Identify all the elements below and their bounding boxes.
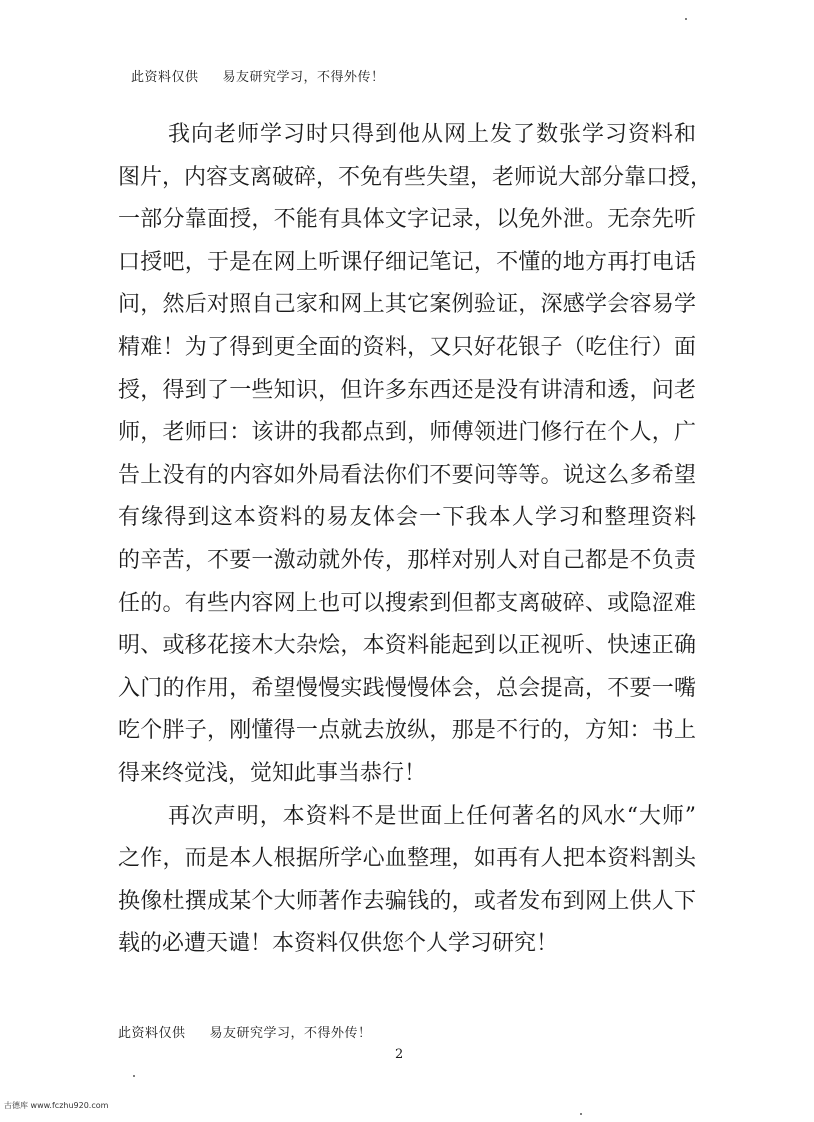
paragraph-1-line: 师，老师曰：该讲的我都点到，师傅领进门修行在个人，广 [118,420,696,446]
paragraph-1-line: 授，得到了一些知识，但许多东西还是没有讲清和透，问老 [118,377,696,403]
scan-speck [133,1075,135,1077]
paragraph-1-line: 精难！为了得到更全面的资料，又只好花银子（吃住行）面 [118,334,696,360]
paragraph-1-line: 明、或移花接木大杂烩，本资料能起到以正视听、快速正确 [118,633,696,659]
footer-note-left: 此资料仅供 [118,1026,186,1041]
page-number: 2 [395,1047,404,1062]
footer-note-right: 易友研究学习，不得外传！ [209,1026,372,1041]
document-body [118,114,713,966]
paragraph-1-line: 的辛苦，不要一激动就外传，那样对别人对自己都是不负责 [118,547,696,573]
scan-speck [685,18,687,20]
paragraph-2-line: 再次声明，本资料不是世面上任何著名的风水“大师” [168,803,696,829]
paragraph-2-line: 之作，而是本人根据所学心血整理，如再有人把本资料割头 [118,846,696,872]
paragraph-1-line: 图片，内容支离破碎，不免有些失望，老师说大部分靠口授， [118,164,713,190]
header-note-left: 此资料仅供 [131,70,199,85]
paragraph-1-line: 有缘得到这本资料的易友体会一下我本人学习和整理资料 [118,505,696,531]
paragraph-2-line: 换像杜撰成某个大师著作去骗钱的，或者发布到网上供人下 [118,888,696,914]
header-note-right: 易友研究学习，不得外传！ [222,70,385,85]
scan-speck [580,1113,582,1115]
paragraph-1-line: 吃个胖子，刚懂得一点就去放纵，那是不行的，方知：书上 [118,718,696,744]
footer-note [118,1022,372,1041]
site-watermark: 古德库 www.fczhu920.com [4,1101,109,1110]
paragraph-1-line: 口授吧，于是在网上听课仔细记笔记，不懂的地方再打电话 [118,249,696,275]
paragraph-1-line: 告上没有的内容如外局看法你们不要问等等。说这么多希望 [118,462,696,488]
paragraph-1-line: 问，然后对照自己家和网上其它案例验证，深感学会容易学 [118,292,696,318]
paragraph-1-line: 一部分靠面授，不能有具体文字记录，以免外泄。无奈先听 [118,207,696,233]
paragraph-1-line: 得来终觉浅，觉知此事当恭行！ [118,760,427,786]
paragraph-1-line: 入门的作用，希望慢慢实践慢慢体会，总会提高，不要一嘴 [118,675,696,701]
paragraph-1-line: 我向老师学习时只得到他从网上发了数张学习资料和 [168,122,696,147]
paragraph-1-line: 任的。有些内容网上也可以搜索到但都支离破碎、或隐涩难 [118,590,696,616]
paragraph-2-line: 载的必遭天谴！本资料仅供您个人学习研究！ [118,931,559,957]
header-note [131,66,385,85]
